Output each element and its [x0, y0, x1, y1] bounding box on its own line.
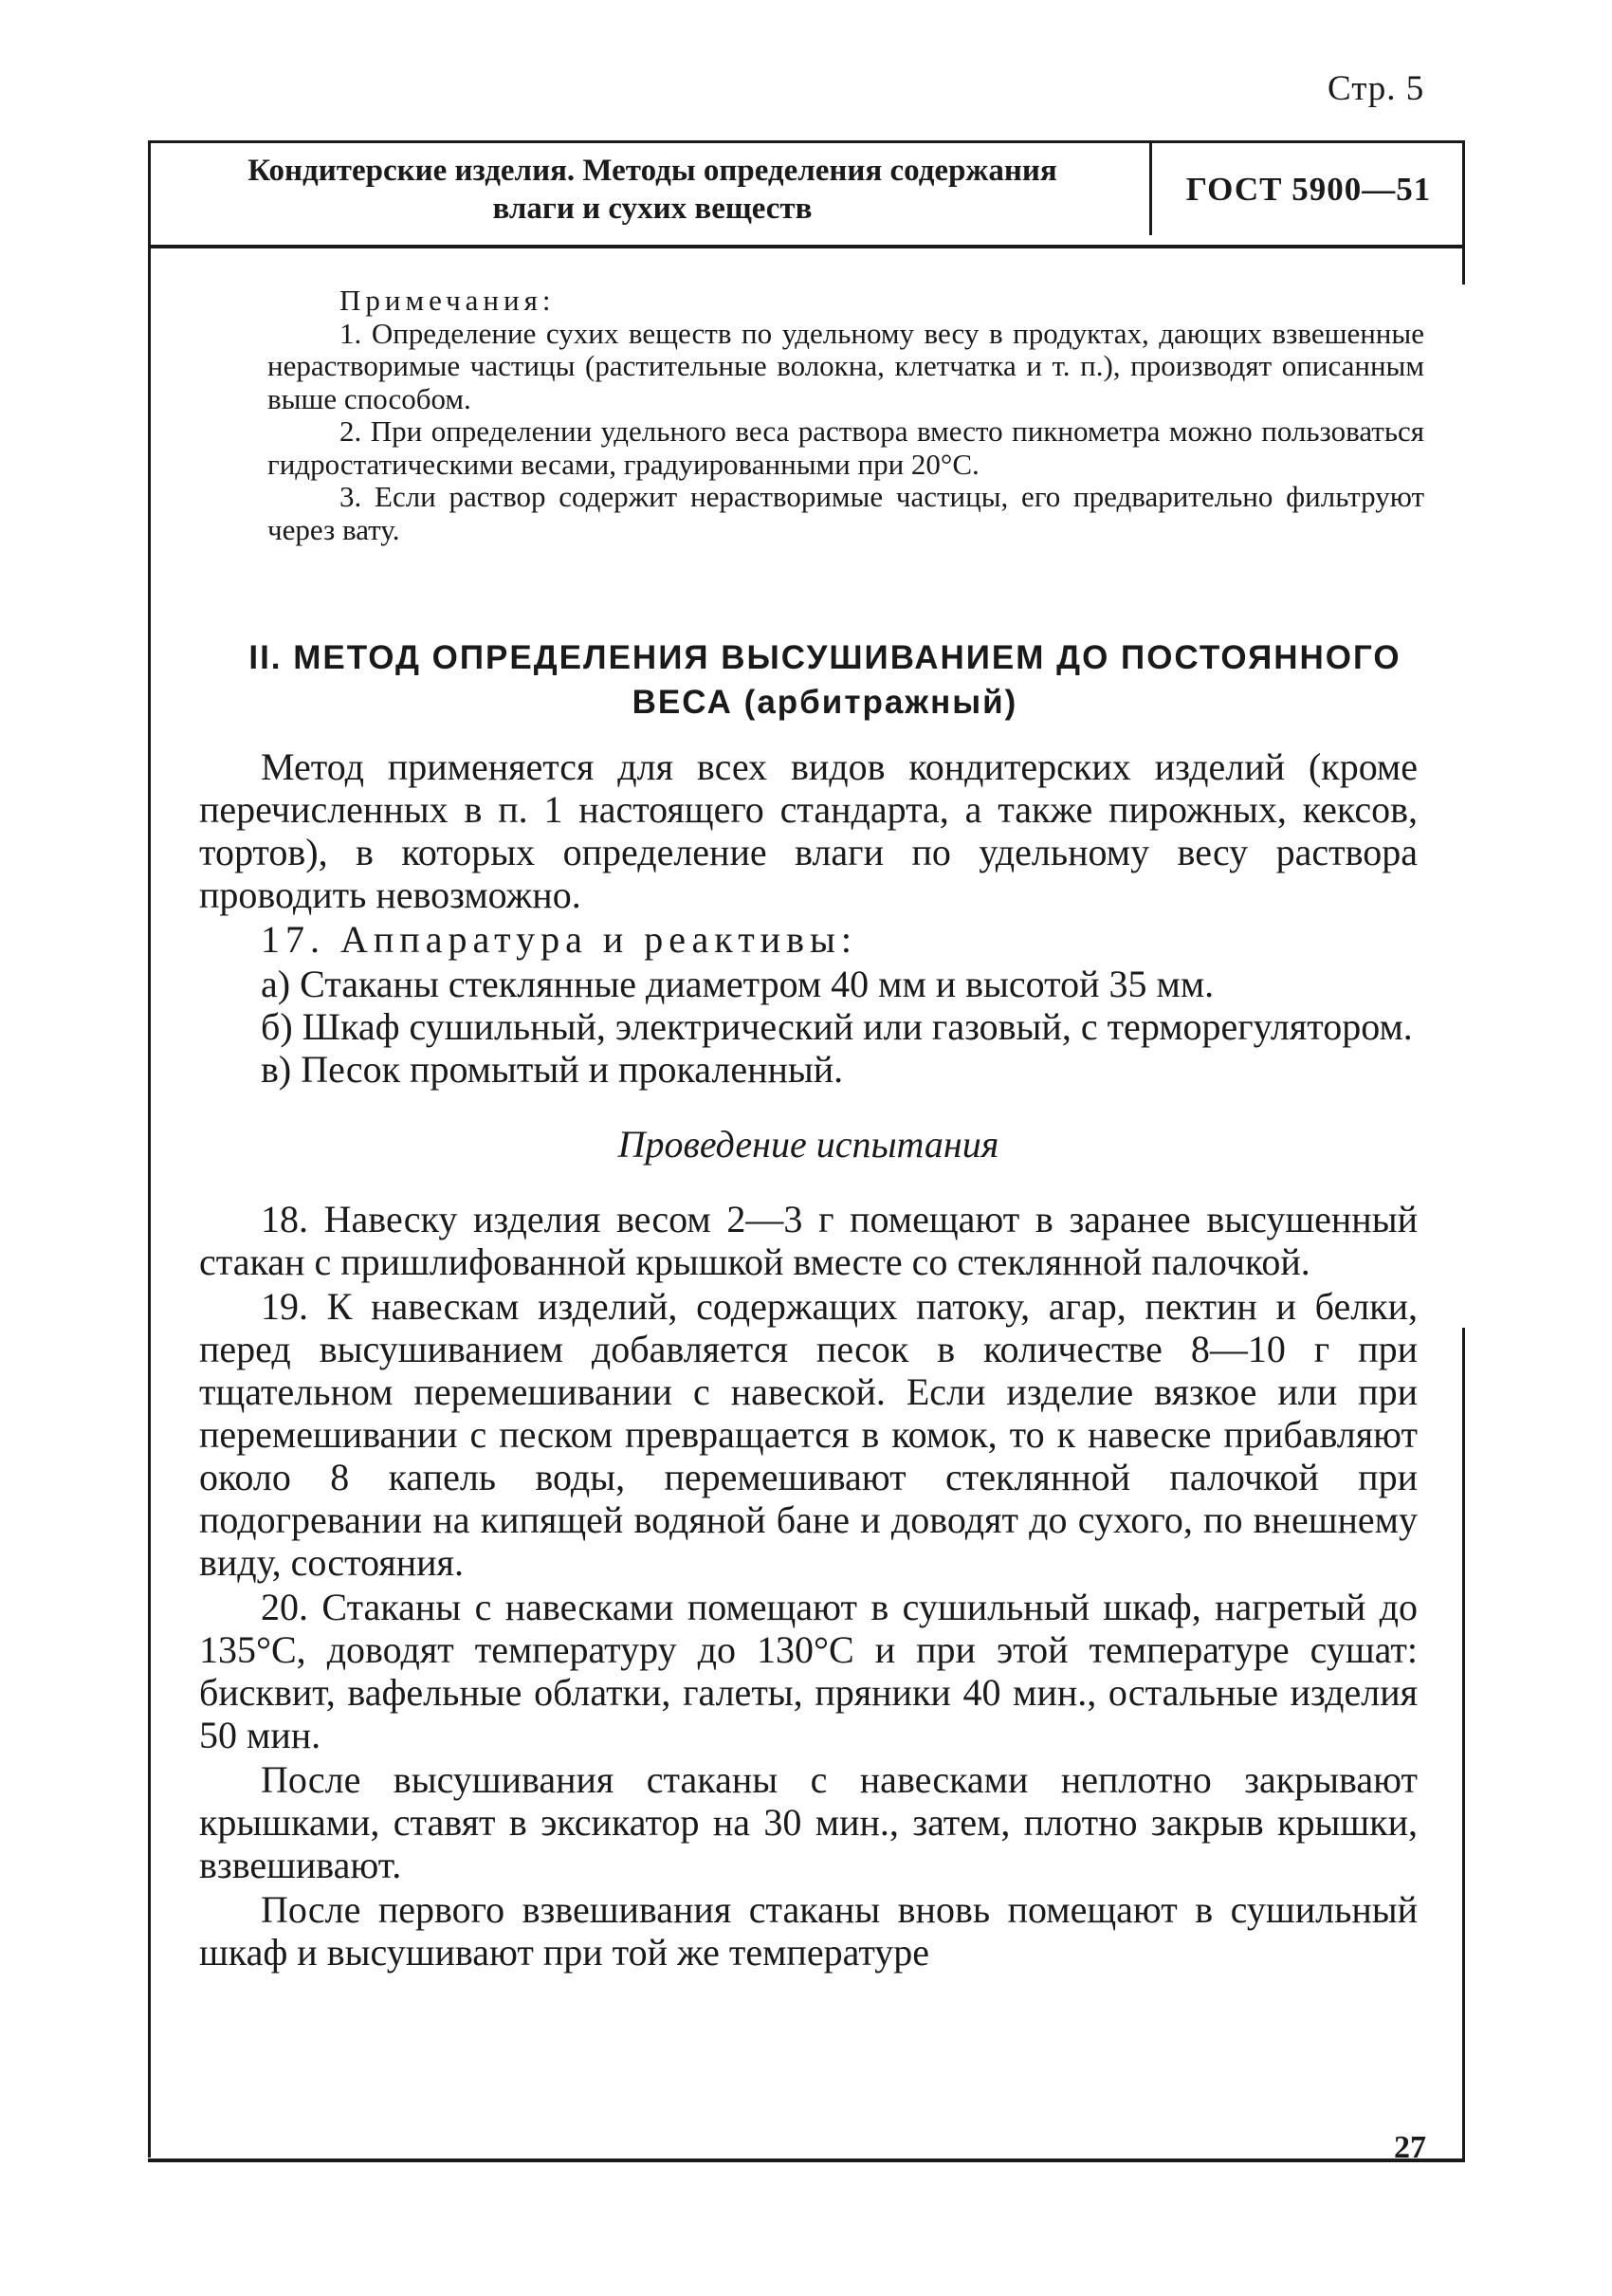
clause-20-continued: После высушивания стаканы с навесками неплотно закрывают крышками, ставят в эксикатор на 30 мин., затем, плотно закрыв крышки, взвешивают.: [199, 1758, 1418, 1886]
document-title-line2: влаги и сухих веществ: [492, 192, 813, 226]
section-heading-line2: ВЕСА (арбитражный): [632, 684, 1018, 721]
page-label: Стр. 5: [1328, 69, 1425, 108]
section-heading-line1: II. МЕТОД ОПРЕДЕЛЕНИЯ ВЫСУШИВАНИЕМ ДО ПОСТОЯННОГО: [248, 639, 1401, 676]
clause-17-item-c: в) Песок промытый и прокаленный.: [261, 1048, 844, 1091]
frame-top-rule: [148, 140, 1465, 143]
frame-right-rule-upper: [1462, 142, 1465, 285]
note-1: 1. Определение сухих веществ по удельному весу в продуктах, дающих взвешенные нерастворимые частицы (растительные волокна, клетчатка и т. п.), производят описанным выше способом.: [267, 316, 1424, 415]
frame-left-rule: [148, 142, 151, 2158]
clause-18: 18. Навеску изделия весом 2—3 г помещают в заранее высушенный стакан с пришлифованной крышкой вместе со стеклянной палочкой.: [199, 1198, 1418, 1283]
clause-19: 19. К навескам изделий, содержащих патоку, агар, пектин и белки, перед высушиванием добавляется песок в количестве 8—10 г при тщательном перемешивании с навеской. Если изделие вязкое или при перемешивании с песком превращается в комок, то к навеске прибавляют около 8 капель воды, перемешивают стеклянной палочкой при подогревании на кипящей водяной бане и доводят до сухого, по внешнему виду, состояния.: [199, 1285, 1418, 1584]
standard-code: ГОСТ 5900—51: [1185, 171, 1432, 208]
clause-17-title: 17. Аппаратура и реактивы:: [261, 918, 857, 961]
intro-paragraph: Метод применяется для всех видов кондитерских изделий (кроме перечисленных в п. 1 настоящего стандарта, а также пирожных, кексов, тортов), в которых определение влаги по удельному весу раствора проводить невозможно.: [199, 745, 1418, 916]
folio-number: 27: [1394, 2130, 1426, 2165]
subheading-procedure: Проведение испытания: [617, 1123, 999, 1166]
notes-title: Примечания:: [339, 284, 556, 317]
clause-17-item-a: а) Стаканы стеклянные диаметром 40 мм и высотой 35 мм.: [261, 963, 1215, 1005]
header-bottom-rule: [148, 245, 1465, 248]
document-title-line1: Кондитерские изделия. Методы определения содержания: [247, 154, 1057, 188]
main-text: [199, 745, 1418, 1975]
clause-20: 20. Стаканы с навесками помещают в сушильный шкаф, нагретый до 135°С, доводят температуру до 130°С и при этой температуре сушат: бисквит, вафельные облатки, галеты, пряники 40 мин., остальные изделия 50 мин.: [199, 1586, 1418, 1756]
header-divider: [1149, 142, 1152, 235]
clause-20-final: После первого взвешивания стаканы вновь помещают в сушильный шкаф и высушивают при той же температуре: [199, 1888, 1418, 1974]
note-2: 2. При определении удельного веса раствора вместо пикнометра можно пользоваться гидростатическими весами, градуированными при 20°С.: [267, 414, 1424, 481]
notes-block: [267, 285, 1424, 546]
note-3: 3. Если раствор содержит нерастворимые частицы, его предварительно фильтруют через вату.: [267, 480, 1424, 546]
document-title: [169, 152, 1136, 228]
clause-17-item-b: б) Шкаф сушильный, электрический или газовый, с терморегулятором.: [261, 1005, 1413, 1048]
section-heading: [190, 635, 1460, 725]
frame-bottom-rule: [148, 2158, 1465, 2162]
frame-right-rule-lower: [1462, 1328, 1465, 2162]
